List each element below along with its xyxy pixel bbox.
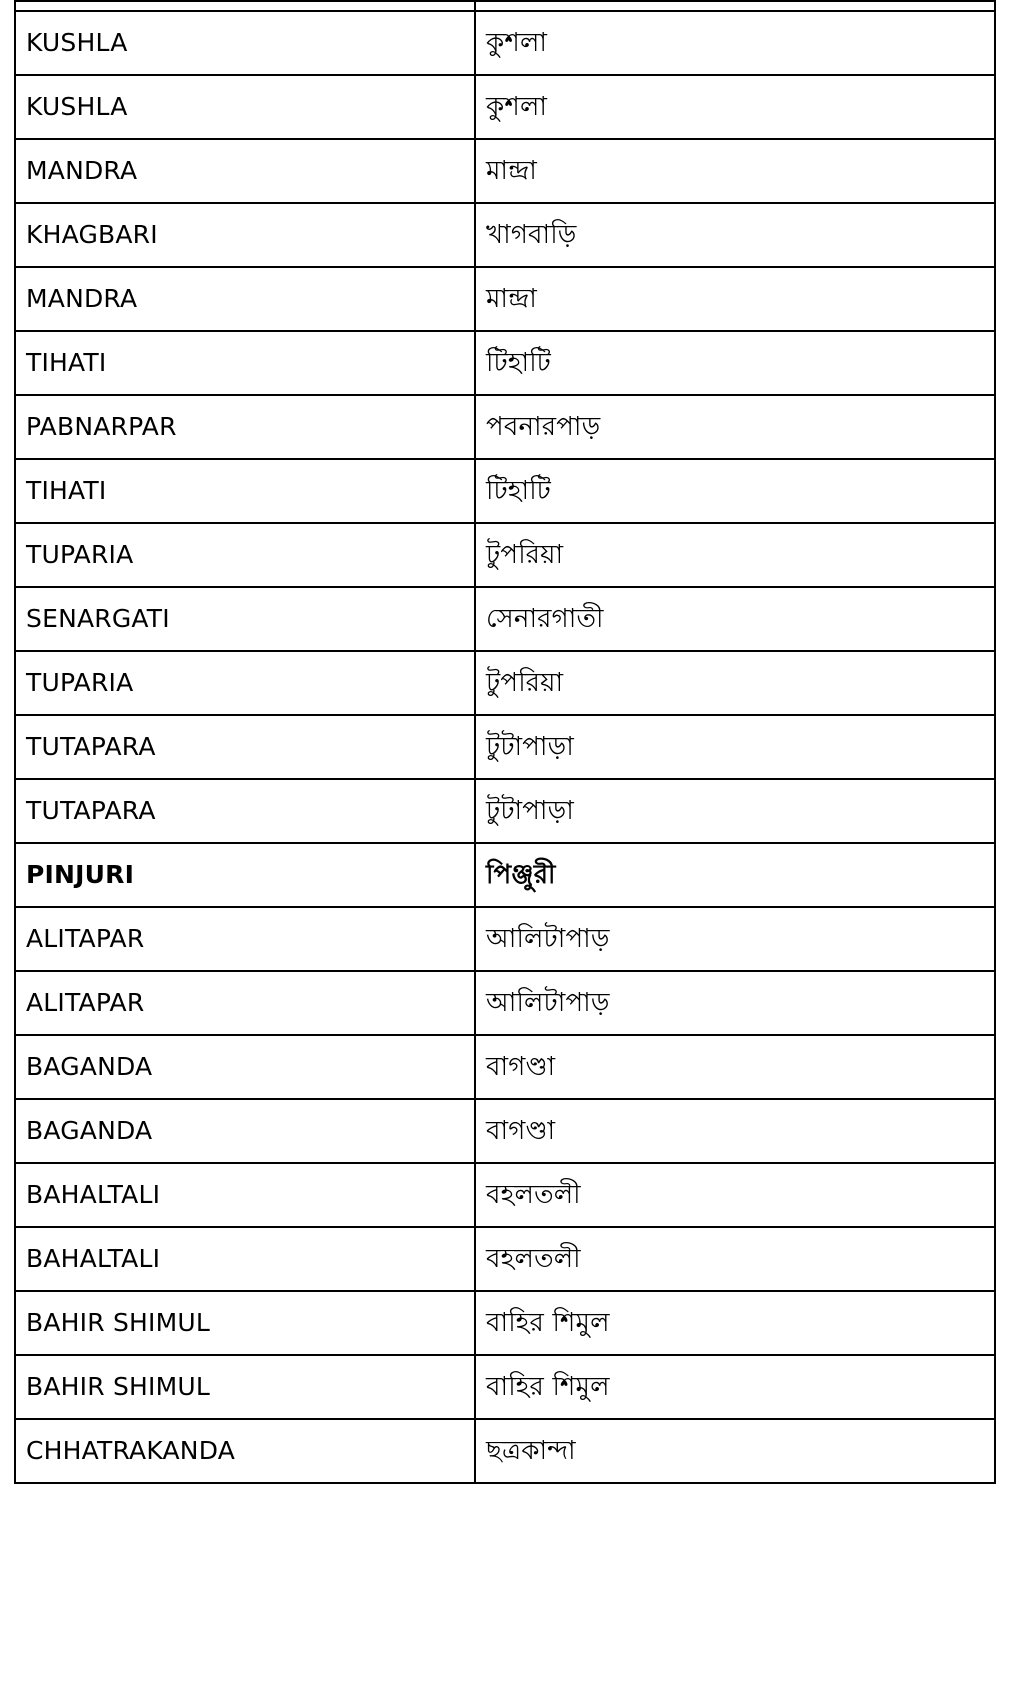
table-row xyxy=(15,971,995,1035)
cell-name-english: ALITAPAR xyxy=(15,907,475,971)
table-body xyxy=(15,1,995,1483)
cell-name-bengali: টুপরিয়া xyxy=(475,651,995,715)
cell-name-english: TUPARIA xyxy=(15,651,475,715)
cell-name-english: SENARGATI xyxy=(15,587,475,651)
cell-name-english: BAHALTALI xyxy=(15,1163,475,1227)
cell-name-bengali: বাহির শিমুল xyxy=(475,1355,995,1419)
cell-name-bengali: বহলতলী xyxy=(475,1227,995,1291)
cell-name-english: TIHATI xyxy=(15,459,475,523)
cell-name-bengali: খাগবাড়ি xyxy=(475,203,995,267)
table-row xyxy=(15,395,995,459)
cell-name-bengali: টুটাপাড়া xyxy=(475,715,995,779)
cell-name-english: BAGANDA xyxy=(15,1035,475,1099)
cell-name-english: KHAGBARI xyxy=(15,203,475,267)
cell-name-english: PABNARPAR xyxy=(15,395,475,459)
cell-name-bengali: টিহাটি xyxy=(475,331,995,395)
name-table xyxy=(14,0,996,1484)
cell-name-bengali: টিহাটি xyxy=(475,459,995,523)
cell-name-english: MANDRA xyxy=(15,139,475,203)
table-row xyxy=(15,523,995,587)
cell-name-bengali: ছত্রকান্দা xyxy=(475,1419,995,1483)
table-row xyxy=(15,1163,995,1227)
cell-name-english: ALITAPAR xyxy=(15,971,475,1035)
cell-name-bengali: সেনারগাতী xyxy=(475,587,995,651)
table-row-clipped-header xyxy=(15,1,995,11)
table-row xyxy=(15,779,995,843)
cell-name-bengali: আলিটাপাড় xyxy=(475,907,995,971)
cell-name-bengali: টুপরিয়া xyxy=(475,523,995,587)
table-row xyxy=(15,267,995,331)
table-row xyxy=(15,1227,995,1291)
cell-name-bengali: বহলতলী xyxy=(475,1163,995,1227)
cell-name-english: KUSHLA xyxy=(15,11,475,75)
cell-name-bengali: কুশলা xyxy=(475,11,995,75)
table-row xyxy=(15,651,995,715)
table-row xyxy=(15,1099,995,1163)
cell-name-english: KUSHLA xyxy=(15,75,475,139)
cell-name-bengali: পিঞ্জুরী xyxy=(475,843,995,907)
clipped-header-right xyxy=(475,1,995,11)
cell-name-english: BAHIR SHIMUL xyxy=(15,1291,475,1355)
table-row xyxy=(15,75,995,139)
table-row xyxy=(15,907,995,971)
cell-name-english: TUTAPARA xyxy=(15,779,475,843)
table-row xyxy=(15,459,995,523)
cell-name-english: TIHATI xyxy=(15,331,475,395)
table-row xyxy=(15,1291,995,1355)
table-row xyxy=(15,1419,995,1483)
cell-name-bengali: কুশলা xyxy=(475,75,995,139)
cell-name-bengali: মান্দ্রা xyxy=(475,139,995,203)
cell-name-english: CHHATRAKANDA xyxy=(15,1419,475,1483)
table-row xyxy=(15,715,995,779)
table-row xyxy=(15,11,995,75)
table-row xyxy=(15,1035,995,1099)
cell-name-bengali: বাগণ্ডা xyxy=(475,1099,995,1163)
table-row xyxy=(15,203,995,267)
cell-name-bengali: আলিটাপাড় xyxy=(475,971,995,1035)
table-row xyxy=(15,139,995,203)
table-row xyxy=(15,331,995,395)
table-row xyxy=(15,843,995,907)
table-row xyxy=(15,1355,995,1419)
cell-name-english: BAGANDA xyxy=(15,1099,475,1163)
cell-name-bengali: বাহির শিমুল xyxy=(475,1291,995,1355)
cell-name-english: TUPARIA xyxy=(15,523,475,587)
cell-name-english: BAHALTALI xyxy=(15,1227,475,1291)
cell-name-english: BAHIR SHIMUL xyxy=(15,1355,475,1419)
cell-name-english: TUTAPARA xyxy=(15,715,475,779)
cell-name-bengali: পবনারপাড় xyxy=(475,395,995,459)
cell-name-english: MANDRA xyxy=(15,267,475,331)
clipped-header-left xyxy=(15,1,475,11)
cell-name-bengali: মান্দ্রা xyxy=(475,267,995,331)
table-row xyxy=(15,587,995,651)
cell-name-english: PINJURI xyxy=(15,843,475,907)
cell-name-bengali: টুটাপাড়া xyxy=(475,779,995,843)
cell-name-bengali: বাগণ্ডা xyxy=(475,1035,995,1099)
